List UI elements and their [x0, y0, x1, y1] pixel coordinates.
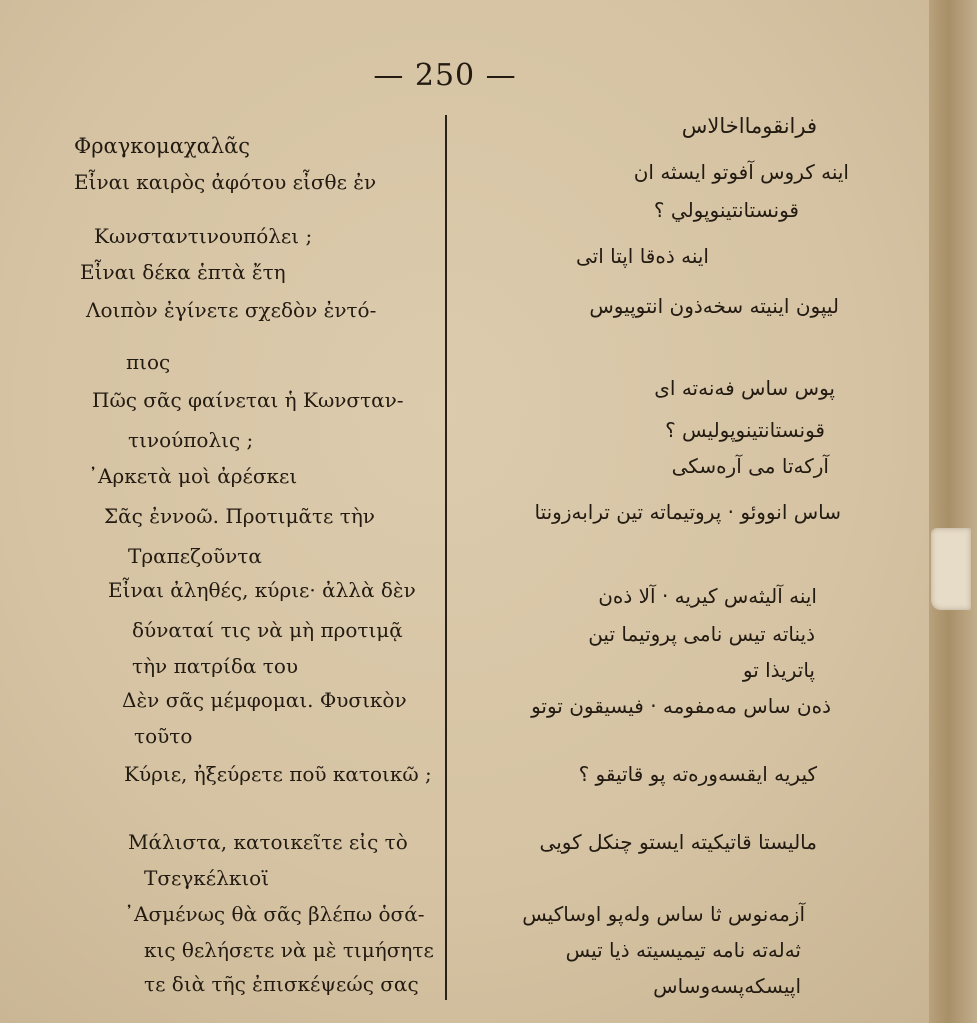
arabic-heading: فرانقومااخالاس	[681, 114, 817, 138]
arabic-line: پاتريذا تو	[742, 658, 815, 682]
greek-line: Κωνσταντινουπόλει ;	[94, 224, 313, 248]
greek-line: Σᾶς ἐννοῶ. Προτιμᾶτε τὴν	[104, 504, 375, 528]
greek-line: ᾿Ασμένως θὰ σᾶς βλέπω ὁσά-	[124, 902, 425, 926]
arabic-line: آركه‌تا مى آره‌سكى	[671, 454, 829, 478]
greek-line: Κύριε, ἠξεύρετε ποῦ κατοικῶ ;	[124, 762, 432, 786]
greek-heading: Φραγκομαχαλᾶς	[74, 134, 251, 158]
arabic-line: قونستانتينوپولي ؟	[653, 198, 799, 222]
arabic-line: ذه‌ن ساس مه‌مفومه · فيسيقون توتو	[531, 694, 831, 718]
arabic-line: ثه‌له‌ته نامه تيميسيته ذيا تيس	[565, 938, 801, 962]
arabic-line: ليپون اينيته سخه‌ذون انتوپيوس	[589, 294, 839, 318]
arabic-line: اينه ذه‌قا اپتا اتى	[575, 244, 709, 268]
arabic-line: آزمه‌نوس ثا ساس وله‌پو اوساكيس	[522, 902, 805, 926]
greek-line: Εἶναι καιρὸς ἀφότου εἶσθε ἐν	[74, 170, 377, 194]
arabic-line: ذيناته تيس نامى پروتيما تين	[588, 622, 815, 646]
arabic-line: قونستانتينوپوليس ؟	[665, 418, 825, 442]
greek-line: Δὲν σᾶς μέμφομαι. Φυσικὸν	[122, 688, 407, 712]
greek-line: δύναταί τις νὰ μὴ προτιμᾷ	[132, 618, 403, 642]
arabic-line: كيريه ايقسه‌وره‌ته پو قاتيقو ؟	[578, 762, 817, 786]
arabic-line: ساس انووئو · پروتيماته تين ترابه‌زونتا	[534, 500, 841, 524]
greek-line: τοῦτο	[134, 724, 193, 748]
paper-tab	[931, 528, 971, 610]
arabic-line: ماليستا قاتيكيته ايستو چنكل كويى	[539, 830, 817, 854]
greek-line: τὴν πατρίδα του	[132, 654, 299, 678]
greek-line: κις θελήσετε νὰ μὲ τιμήσητε	[144, 938, 434, 962]
greek-line: Πῶς σᾶς φαίνεται ἡ Κωνσταν-	[92, 388, 404, 412]
greek-line: τινούπολις ;	[128, 428, 254, 452]
greek-line: τε διὰ τῆς ἐπισκέψεώς σας	[144, 972, 419, 996]
arabic-line: اپيسكه‌پسه‌وساس	[653, 974, 801, 998]
greek-line: ᾿Αρκετὰ μοὶ ἀρέσκει	[88, 464, 298, 488]
column-divider	[445, 115, 447, 1000]
greek-line: Εἶναι δέκα ἑπτὰ ἔτη	[80, 260, 286, 284]
page-edge	[929, 0, 977, 1023]
arabic-line: اينه آليثه‌س كيريه · آلا ذه‌ن	[598, 584, 817, 608]
arabic-line: اينه كروس آفوتو ايسثه ان	[633, 160, 849, 184]
greek-line: Μάλιστα, κατοικεῖτε εἰς τὸ	[128, 830, 408, 854]
greek-line: Τσεγκέλκιοϊ	[144, 866, 270, 890]
greek-line: Τραπεζοῦντα	[128, 544, 262, 568]
greek-line: Λοιπὸν ἐγίνετε σχεδὸν ἐντό-	[86, 298, 377, 322]
greek-line: Εἶναι ἀληθές, κύριε· ἀλλὰ δὲν	[108, 578, 416, 602]
arabic-line: پوس ساس فه‌نه‌ته اى	[654, 376, 835, 400]
greek-line: πιος	[126, 350, 171, 374]
page-number: — 250 —	[373, 58, 517, 93]
